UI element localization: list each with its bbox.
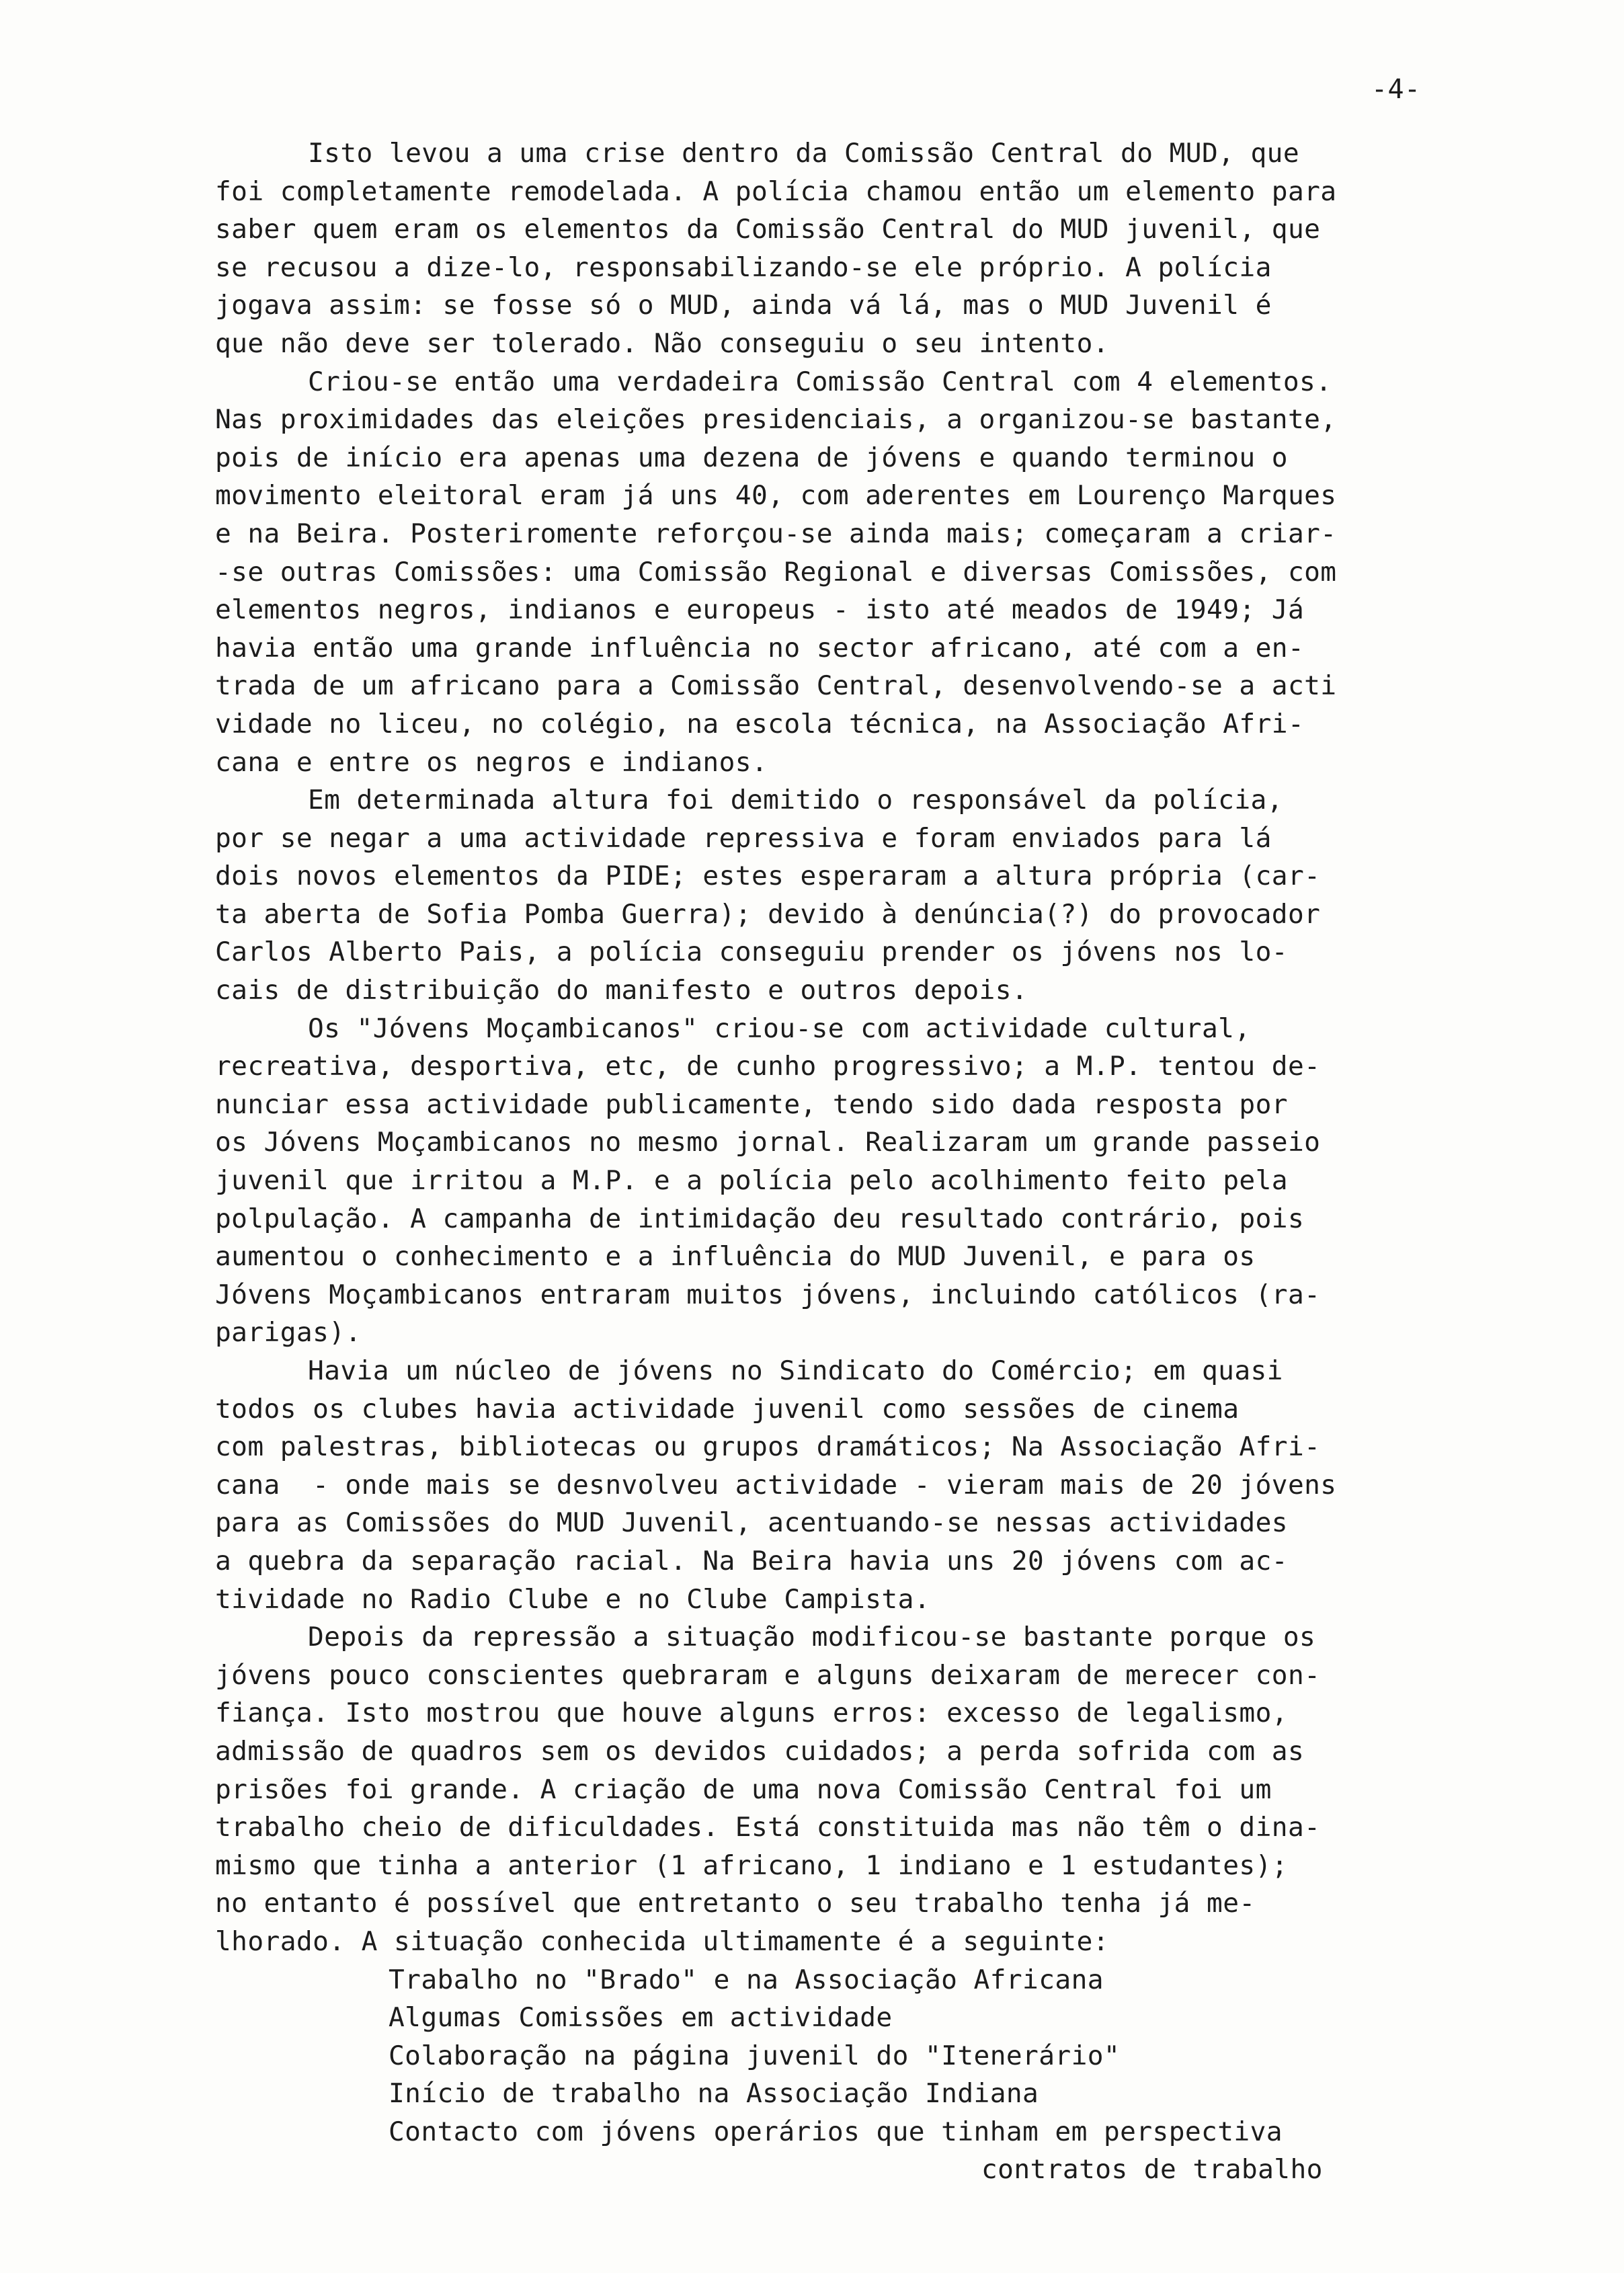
text-line: cana - onde mais se desnvolveu actividade - vieram mais de 20 jóvens [215,1469,1337,1501]
text-line: aumentou o conhecimento e a influência do MUD Juvenil, e para os [215,1241,1256,1273]
text-line: vidade no liceu, no colégio, na escola técnica, na Associação Afri- [215,708,1305,740]
text-line: trada de um africano para a Comissão Central, desenvolvendo-se a acti [215,670,1337,702]
list-item: Início de trabalho na Associação Indiana [389,2078,1039,2110]
text-line: Os "Jóvens Moçambicanos" criou-se com actividade cultural, [308,1012,1251,1044]
text-line: nunciar essa actividade publicamente, tendo sido dada resposta por [215,1088,1288,1120]
text-line: Isto levou a uma crise dentro da Comissão Central do MUD, que [308,138,1300,169]
paragraph [215,1618,1566,1960]
text-line: Em determinada altura foi demitido o responsável da polícia, [308,785,1283,816]
paragraph [215,781,1566,1010]
text-line: Carlos Alberto Pais, a polícia conseguiu prender os jóvens nos lo- [215,936,1288,968]
text-line: fiança. Isto mostrou que houve alguns erros: excesso de legalismo, [215,1698,1288,1729]
page-number: -4- [1371,74,1421,105]
text-line: movimento eleitoral eram já uns 40, com aderentes em Lourenço Marques [215,480,1337,512]
paragraph [215,1010,1566,1352]
text-line: cana e entre os negros e indianos. [215,746,768,778]
text-line: cais de distribuição do manifesto e outros depois. [215,975,1028,1006]
text-line: Nas proximidades das eleições presidenciais, a organizou-se bastante, [215,404,1337,436]
list-item: Colaboração na página juvenil do "Itenerário" [389,2040,1121,2071]
text-line: juvenil que irritou a M.P. e a polícia pelo acolhimento feito pela [215,1165,1288,1197]
text-line: ta aberta de Sofia Pomba Guerra); devido à denúncia(?) do provocador [215,898,1321,930]
text-line: mismo que tinha a anterior (1 africano, 1 indiano e 1 estudantes); [215,1849,1288,1881]
text-line: que não deve ser tolerado. Não conseguiu o seu intento. [215,327,1109,359]
text-line: para as Comissões do MUD Juvenil, acentuando-se nessas actividades [215,1507,1288,1539]
paragraph [215,363,1566,782]
text-line: com palestras, bibliotecas ou grupos dramáticos; Na Associação Afri- [215,1431,1321,1463]
text-line: saber quem eram os elementos da Comissão Central do MUD juvenil, que [215,214,1321,245]
text-line: e na Beira. Posteriromente reforçou-se ainda mais; começaram a criar- [215,518,1337,549]
text-line: jóvens pouco conscientes quebraram e alguns deixaram de merecer con- [215,1659,1321,1691]
text-line: Depois da repressão a situação modificou-se bastante porque os [308,1622,1316,1653]
text-line: havia então uma grande influência no sector africano, até com a en- [215,632,1305,664]
text-line: Jóvens Moçambicanos entraram muitos jóvens, incluindo católicos (ra- [215,1279,1321,1310]
text-line: pois de início era apenas uma dezena de jóvens e quando terminou o [215,442,1288,473]
list-item: Trabalho no "Brado" e na Associação Africana [389,1964,1104,1995]
text-line: elementos negros, indianos e europeus - isto até meados de 1949; Já [215,594,1305,626]
paragraph [215,1352,1566,1618]
text-line: prisões foi grande. A criação de uma nova Comissão Central foi um [215,1773,1272,1805]
text-line: no entanto é possível que entretanto o seu trabalho tenha já me- [215,1888,1256,1919]
text-line: dois novos elementos da PIDE; estes esperaram a altura própria (car- [215,861,1321,892]
text-line: se recusou a dize-lo, responsabilizando-se ele próprio. A polícia [215,251,1272,283]
text-line: Havia um núcleo de jóvens no Sindicato do Comércio; em quasi [308,1355,1283,1386]
text-line: por se negar a uma actividade repressiva e foram enviados para lá [215,822,1272,854]
list-item-continuation: contratos de trabalho [981,2154,1323,2186]
text-line: foi completamente remodelada. A polícia chamou então um elemento para [215,175,1337,207]
text-line: lhorado. A situação conhecida ultimamente é a seguinte: [215,1925,1109,1957]
paragraph [215,134,1566,363]
text-line: Criou-se então uma verdadeira Comissão Central com 4 elementos. [308,366,1332,397]
text-line: trabalho cheio de dificuldades. Está constituida mas não têm o dina- [215,1812,1321,1843]
document-body [215,134,1566,2189]
status-list [215,1961,1566,2190]
text-line: os Jóvens Moçambicanos no mesmo jornal. Realizaram um grande passeio [215,1127,1321,1158]
text-line: tividade no Radio Clube e no Clube Campista. [215,1583,930,1615]
text-line: polpulação. A campanha de intimidação deu resultado contrário, pois [215,1203,1305,1234]
text-line: -se outras Comissões: uma Comissão Regional e diversas Comissões, com [215,556,1337,588]
list-item: Contacto com jóvens operários que tinham em perspectiva [389,2116,1283,2147]
text-line: jogava assim: se fosse só o MUD, ainda vá lá, mas o MUD Juvenil é [215,290,1272,321]
text-line: admissão de quadros sem os devidos cuidados; a perda sofrida com as [215,1735,1305,1767]
text-line: a quebra da separação racial. Na Beira havia uns 20 jóvens com ac- [215,1545,1288,1577]
list-item: Algumas Comissões em actividade [389,2002,893,2034]
text-line: parigas). [215,1317,362,1349]
text-line: recreativa, desportiva, etc, de cunho progressivo; a M.P. tentou de- [215,1051,1321,1082]
text-line: todos os clubes havia actividade juvenil como sessões de cinema [215,1393,1240,1425]
